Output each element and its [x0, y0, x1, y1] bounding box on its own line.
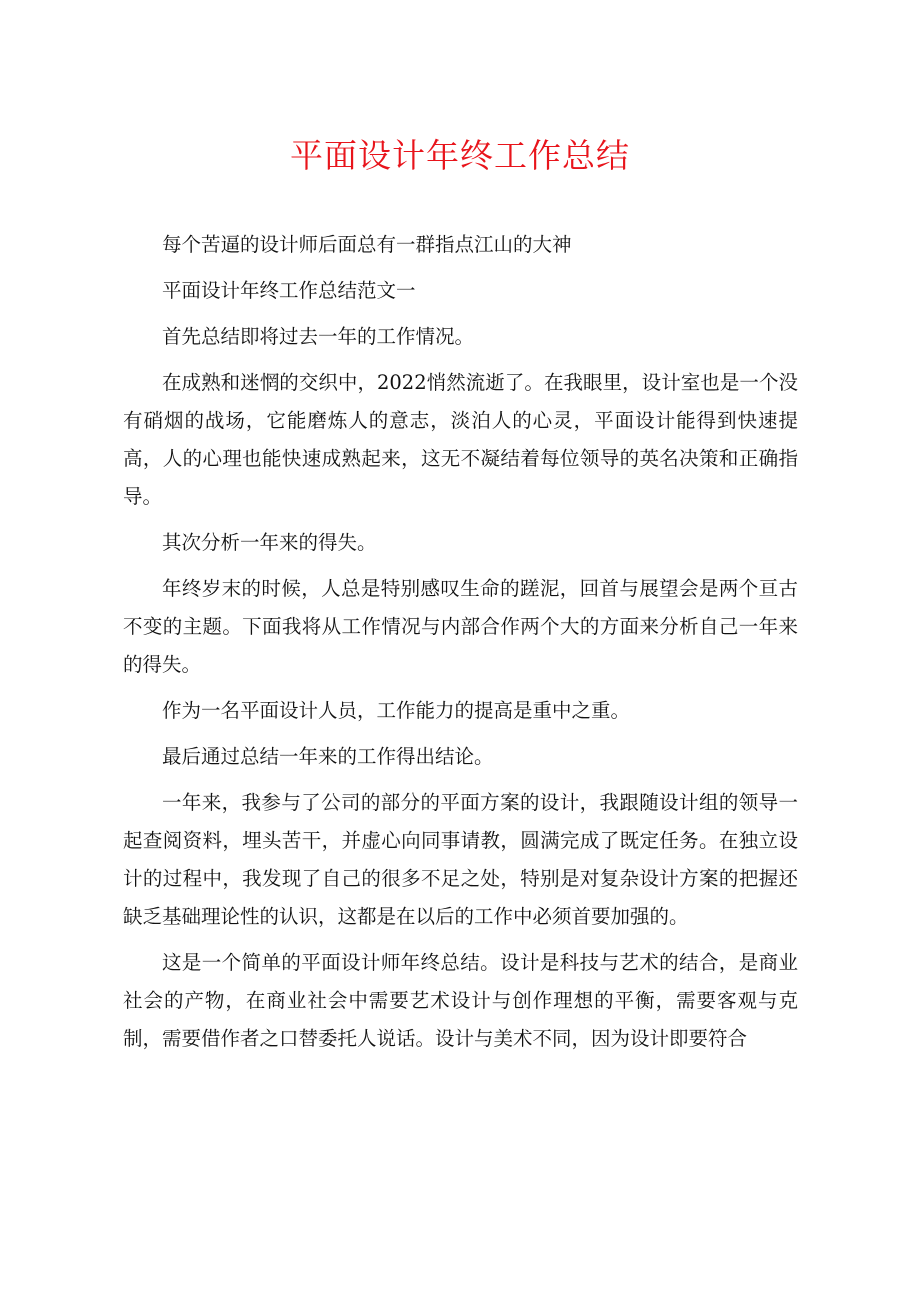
paragraph-first-summary: 首先总结即将过去一年的工作情况。	[162, 325, 475, 348]
document-title: 平面设计年终工作总结	[290, 136, 630, 175]
paragraph-subtitle: 平面设计年终工作总结范文一	[162, 279, 416, 302]
paragraph-analysis: 年终岁末的时候，人总是特别感叹生命的蹉泥，回首与展望会是两个亘古不变的主题。下面我将从工作情况与内部合作两个大的方面来分析自己一年来的得失。	[123, 577, 798, 676]
paragraph-ability: 作为一名平面设计人员，工作能力的提高是重中之重。	[162, 699, 631, 722]
document-body	[123, 226, 798, 1066]
paragraph-design-summary: 这是一个简单的平面设计师年终总结。设计是科技与艺术的结合，是商业社会的产物，在商业社会中需要艺术设计与创作理想的平衡，需要客观与克制，需要借作者之口替委托人说话。设计与美术不同，因为设计即要符合	[123, 951, 798, 1050]
paragraph-conclusion: 一年来，我参与了公司的部分的平面方案的设计，我跟随设计组的领导一起查阅资料，埋头苦干，并虚心向同事请教，圆满完成了既定任务。在独立设计的过程中，我发现了自己的很多不足之处，特别是对复杂设计方案的把握还缺乏基础理论性的认识，这都是在以后的工作中必须首要加强的。	[123, 791, 798, 928]
paragraph-conclusion-heading: 最后通过总结一年来的工作得出结论。	[162, 745, 494, 768]
paragraph-intro: 每个苦逼的设计师后面总有一群指点江山的大神	[162, 233, 572, 256]
paragraph-year-review: 在成熟和迷惘的交织中，2022悄然流逝了。在我眼里，设计室也是一个没有硝烟的战场，它能磨炼人的意志，淡泊人的心灵，平面设计能得到快速提高，人的心理也能快速成熟起来，这无不凝结着每位领导的英名决策和正确指导。	[123, 371, 798, 508]
paragraph-analysis-heading: 其次分析一年来的得失。	[162, 531, 377, 554]
